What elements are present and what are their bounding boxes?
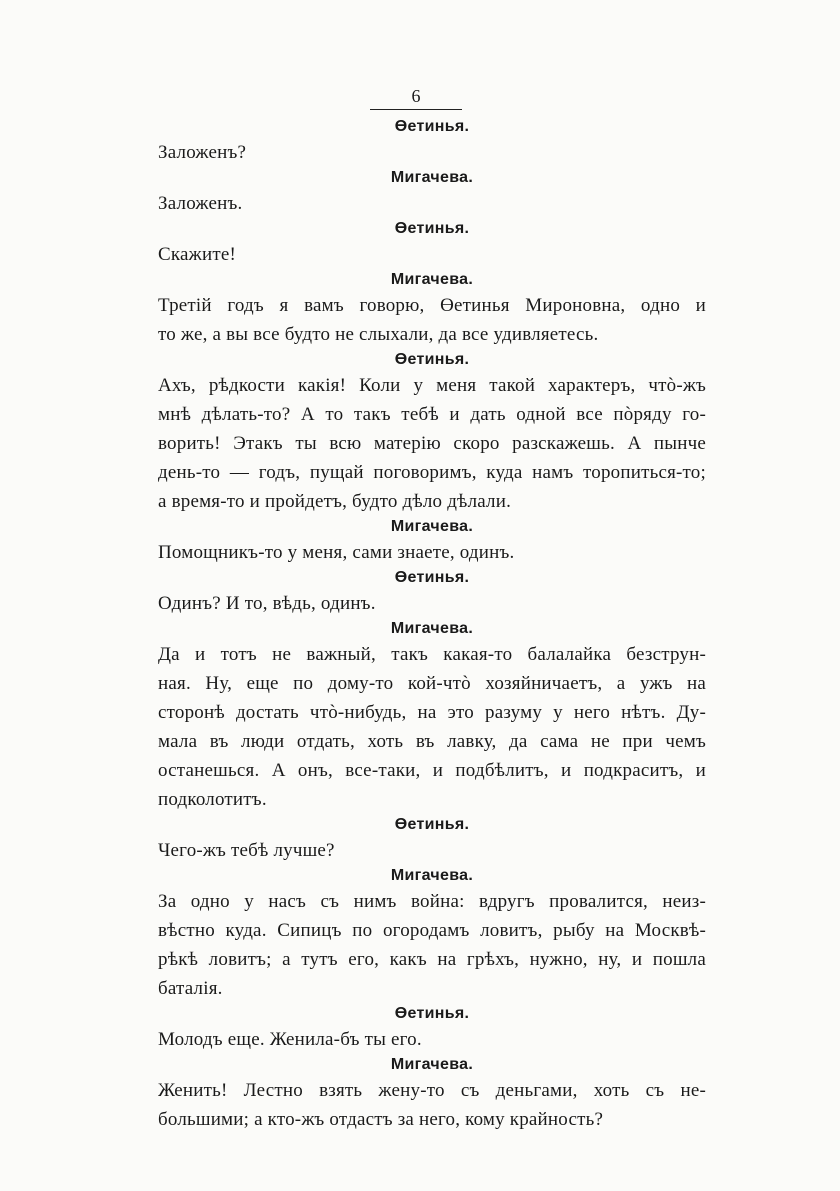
speaker-name: Өетинья.	[394, 569, 470, 586]
text-line: Помощникъ-то у меня, сами знаете, одинъ.	[158, 542, 515, 563]
speaker-name: Мигачева.	[390, 271, 474, 288]
speech-paragraph	[158, 189, 706, 218]
speech-paragraph	[158, 640, 706, 814]
text-line: За одно у насъ съ нимъ война: вдругъ провалится, неиз-	[158, 891, 706, 912]
speaker-name: Өетинья.	[394, 816, 470, 833]
text-line: Скажите!	[158, 244, 237, 265]
text-line: день-то — годъ, пущай поговоримъ, куда намъ торопиться-то;	[158, 462, 706, 483]
text-line: Ахъ, рѣдкости какія! Коли у меня такой характеръ, чтò-жъ	[158, 375, 706, 396]
text-line: вѣстно куда. Сипицъ по огородамъ ловитъ, рыбу на Москвѣ-	[158, 920, 706, 941]
text-line: ная. Ну, еще по дому-то кой-чтò хозяйничаетъ, а ужъ на	[158, 673, 706, 694]
text-line: Чего-жъ тебѣ лучше?	[158, 840, 335, 861]
speech-paragraph	[158, 589, 706, 618]
text-line: Да и тотъ не важный, такъ какая-то балалайка безструн-	[158, 644, 706, 665]
speaker-name: Мигачева.	[390, 620, 474, 637]
speaker-name: Мигачева.	[390, 169, 474, 186]
speaker-name: Өетинья.	[394, 118, 470, 135]
text-line: Одинъ? И то, вѣдь, одинъ.	[158, 593, 376, 614]
text-line: сторонѣ достать чтò-нибудь, на это разуму у него нѣтъ. Ду-	[158, 702, 706, 723]
text-line: Заложенъ?	[158, 142, 247, 163]
speech-paragraph	[158, 138, 706, 167]
speech-paragraph	[158, 291, 706, 349]
speaker-name: Өетинья.	[394, 1005, 470, 1022]
speaker-name: Мигачева.	[390, 518, 474, 535]
text-line: подколотитъ.	[158, 789, 267, 810]
header-rule	[370, 109, 462, 110]
text-line: останешься. А онъ, все-таки, и подбѣлитъ, и подкраситъ, и	[158, 760, 706, 781]
text-line: баталія.	[158, 978, 223, 999]
speech-paragraph	[158, 240, 706, 269]
speech-paragraph	[158, 1025, 706, 1054]
speech-paragraph	[158, 887, 706, 1003]
text-line: мала въ люди отдать, хоть въ лавку, да сама не при чемъ	[158, 731, 706, 752]
text-line: Молодъ еще. Женила-бъ ты его.	[158, 1029, 422, 1050]
text-line: Женить! Лестно взять жену-то съ деньгами, хоть съ не-	[158, 1080, 706, 1101]
page-number: 6	[411, 86, 421, 106]
text-line: большими; а кто-жъ отдастъ за него, кому крайность?	[158, 1109, 604, 1130]
text-line: рѣкѣ ловитъ; а тутъ его, какъ на грѣхъ, нужно, ну, и пошла	[158, 949, 706, 970]
speaker-name: Өетинья.	[394, 351, 470, 368]
speaker-name: Мигачева.	[390, 1056, 474, 1073]
speech-paragraph	[158, 1076, 706, 1134]
text-line: Третій годъ я вамъ говорю, Өетинья Мироновна, одно и	[158, 295, 706, 316]
dialogue-text	[158, 116, 706, 1134]
text-line: ворить! Этакъ ты всю матерію скоро разскажешь. А пынче	[158, 433, 706, 454]
speaker-name: Өетинья.	[394, 220, 470, 237]
speech-paragraph	[158, 836, 706, 865]
speech-paragraph	[158, 538, 706, 567]
text-line: а время-то и пройдетъ, будто дѣло дѣлали.	[158, 491, 512, 512]
text-line: Заложенъ.	[158, 193, 243, 214]
speaker-name: Мигачева.	[390, 867, 474, 884]
text-line: то же, а вы все будто не слыхали, да все удивляетесь.	[158, 324, 599, 345]
speech-paragraph	[158, 371, 706, 516]
text-line: мнѣ дѣлать-то? А то такъ тебѣ и дать одной все пòряду го-	[158, 404, 706, 425]
